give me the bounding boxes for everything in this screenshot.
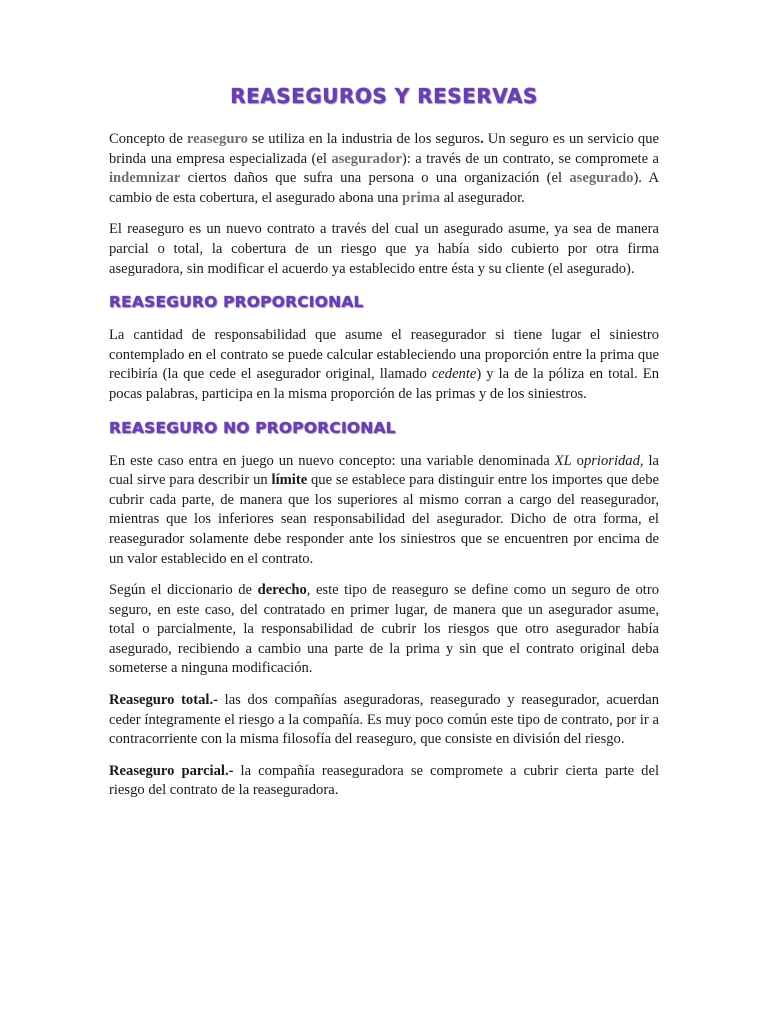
bold-reaseguro-parcial: Reaseguro parcial.- — [109, 762, 234, 779]
bold-derecho: derecho — [257, 582, 307, 599]
text: ). A cambio de esta cobertura, el asegurado abona una — [109, 170, 659, 206]
keyword-reaseguro: reaseguro — [186, 131, 248, 147]
paragraph-derecho — [109, 581, 659, 679]
text: , este tipo de reaseguro se define como un seguro de otro seguro, en este caso, del contratado en primer lugar, de manera que un asegurador asume, total o parcialmente, la responsabilidad de cubrir los riesgos que otro asegurador había asegurado, recibiendo a cambio una parte de la prima y sin que el contrato original deba someterse a ninguna modificación. — [109, 582, 659, 677]
italic-prioridad: prioridad — [583, 452, 640, 469]
text: o — [571, 452, 584, 469]
text: la compañía reaseguradora se compromete a cubrir cierta parte del riesgo del contrato de la reaseguradora. — [109, 762, 659, 799]
text: ) y la de la póliza en total. En pocas palabras, participa en la misma proporción de las primas y de los siniestros. — [109, 366, 659, 402]
paragraph-reaseguro-total — [109, 691, 659, 750]
text: las dos compañías aseguradoras, reasegurado y reasegurador, acuerdan ceder íntegramente el riesgo a la compañía. Es muy poco común este tipo de contrato, por ir a contracorriente con la misma filosofía del reaseguro, que consiste en división del riesgo. — [109, 692, 659, 748]
text: ciertos daños que sufra una persona o una organización (el — [180, 170, 570, 187]
paragraph-reaseguro-definicion: El reaseguro es un nuevo contrato a través del cual un asegurado asume, ya sea de manera parcial o total, la cobertura de un riesgo que ya había sido cubierto por otra firma aseguradora, sin modificar el acuerdo ya establecido entre ésta y su cliente (el asegurado). — [109, 221, 659, 277]
text: que se establece para distinguir entre los importes que debe cubrir cada parte, de manera que los superiores al mismo corran a cargo del reasegurador, mientras que los inferiores sean responsabilidad del asegurador. Dicho de otra forma, el reasegurador solamente debe responder ante los siniestros que se encuentren por encima de un valor establecido en el contrato. — [109, 472, 659, 567]
bold-reaseguro-total: Reaseguro total.- — [109, 692, 218, 709]
text: En este caso entra en juego un nuevo concepto: una variable denominada — [109, 452, 555, 469]
section-heading-no-proporcional: REASEGURO NO PROPORCIONAL — [109, 418, 396, 437]
paragraph-concepto — [109, 130, 659, 208]
text: se utiliza en la industria de los seguros — [247, 131, 481, 147]
keyword-indemnizar: indemnizar — [109, 170, 181, 187]
text: ): a través de un contrato, se compromete a — [401, 150, 659, 167]
text: , la cual sirve para describir un — [109, 452, 659, 489]
paragraph-reaseguro-parcial — [109, 762, 659, 801]
section-heading-proporcional: REASEGURO PROPORCIONAL — [109, 293, 364, 312]
paragraph-proporcional — [109, 326, 659, 404]
bold-limite: límite — [271, 472, 308, 489]
keyword-asegurado: asegurado — [569, 170, 634, 187]
italic-xl: XL — [554, 452, 572, 469]
keyword-prima: prima — [401, 189, 441, 206]
text: La cantidad de responsabilidad que asume el reasegurador si tiene lugar el siniestro contemplado en el contrato se puede calcular estableciendo una proporción entre la prima que recibiría (la que cede el asegurador original, llamado — [109, 327, 659, 383]
text: Concepto de — [109, 131, 187, 147]
paragraph-no-proporcional — [109, 452, 659, 570]
italic-cedente: cedente — [431, 366, 477, 383]
bold-period: . — [480, 131, 484, 147]
text: Según el diccionario de — [109, 582, 258, 599]
text: Un seguro es un servicio que brinda una empresa especializada (el — [109, 131, 659, 167]
keyword-asegurador: asegurador — [331, 150, 402, 167]
text: al asegurador. — [440, 189, 525, 206]
page-title: REASEGUROS Y RESERVAS — [230, 84, 538, 108]
